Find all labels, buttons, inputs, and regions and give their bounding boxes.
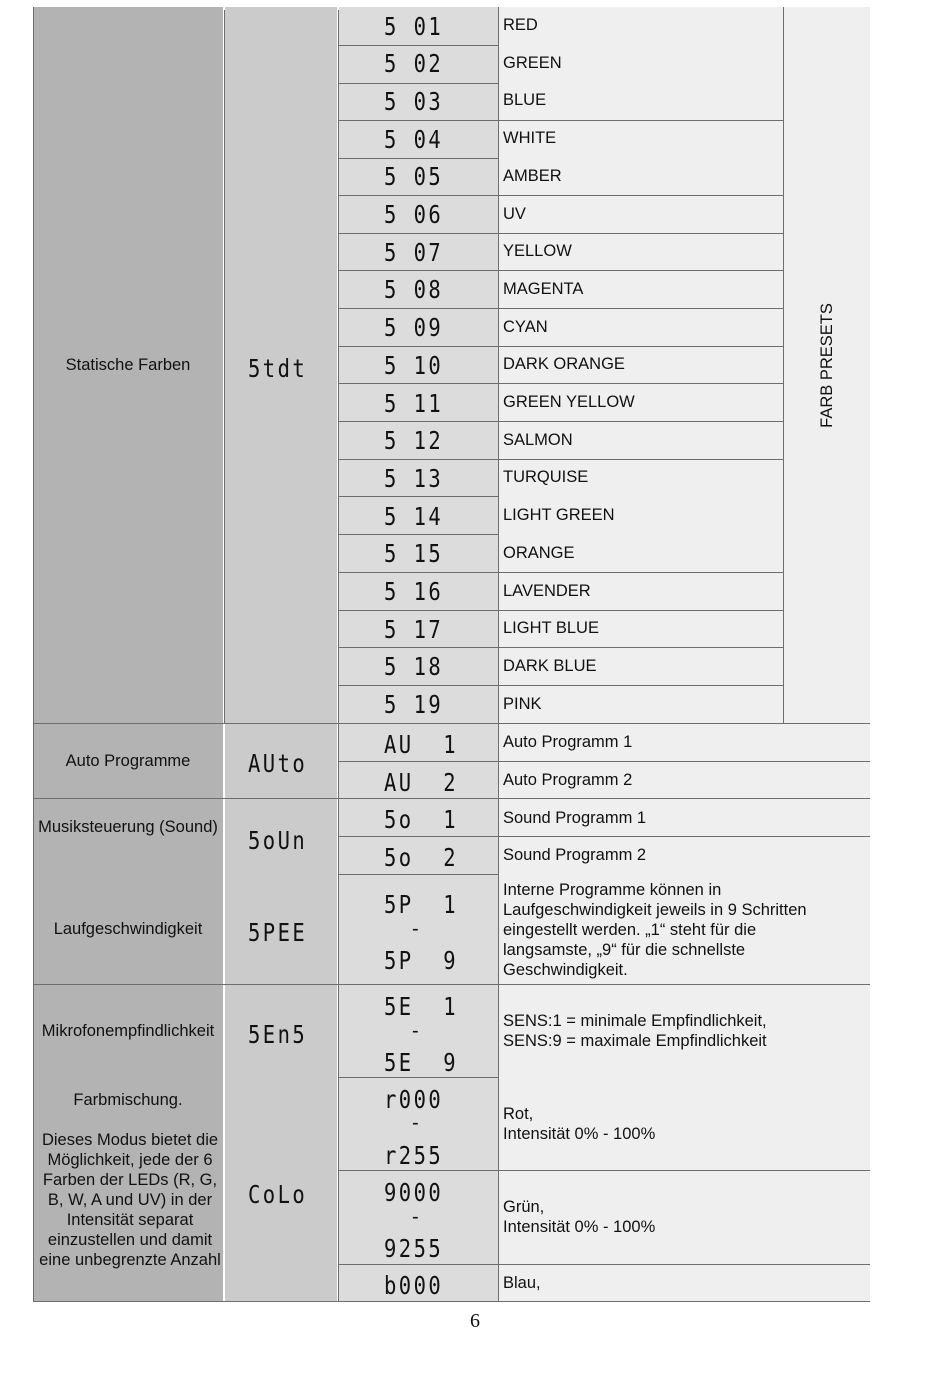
red-range-dash: - xyxy=(412,1112,419,1134)
static-color-name: LAVENDER xyxy=(503,581,591,600)
static-color-code: 5 11 xyxy=(384,388,444,418)
static-color-name: YELLOW xyxy=(503,242,572,261)
static-color-code: 5 08 xyxy=(384,275,444,305)
speed-range-dash: - xyxy=(412,918,419,940)
static-color-name: UV xyxy=(503,204,526,223)
red-code-from: r000 xyxy=(384,1084,444,1114)
static-color-name: LIGHT BLUE xyxy=(503,619,599,638)
static-color-code: 5 12 xyxy=(384,426,444,456)
static-color-name: BLUE xyxy=(503,91,547,110)
static-color-name: CYAN xyxy=(503,317,548,336)
color-mix-title: Farbmischung. xyxy=(73,1091,183,1109)
static-color-name: AMBER xyxy=(503,166,562,185)
static-color-code: 5 13 xyxy=(384,463,444,493)
mode-column xyxy=(225,7,338,1302)
static-color-name: WHITE xyxy=(503,129,557,148)
auto-desc-1: Auto Programm 1 xyxy=(503,733,633,751)
static-color-code: 5 18 xyxy=(384,652,444,682)
static-color-code: 5 07 xyxy=(384,237,444,267)
green-code-to: 9255 xyxy=(384,1233,444,1263)
green-code-from: 9000 xyxy=(384,1177,444,1207)
sound-code-1: 5o 1 xyxy=(384,804,459,834)
static-color-code: 5 03 xyxy=(384,86,444,116)
static-color-code: 5 15 xyxy=(384,539,444,569)
static-color-name: SALMON xyxy=(503,430,573,449)
static-color-code: 5 16 xyxy=(384,577,444,606)
static-color-code: 5 06 xyxy=(384,200,444,229)
static-color-code: 5 05 xyxy=(384,162,444,192)
sound-desc-1: Sound Programm 1 xyxy=(503,809,647,827)
static-color-code: 5 19 xyxy=(384,690,444,720)
green-range-dash: - xyxy=(412,1206,419,1228)
static-colors-label: Statische Farben xyxy=(65,356,191,374)
static-color-name: RED xyxy=(503,16,538,34)
green-desc-line-1: Grün, xyxy=(503,1198,545,1216)
blue-desc: Blau, xyxy=(503,1274,541,1292)
farb-presets-group-label: FARB PRESETS xyxy=(817,303,836,428)
auto-desc-2: Auto Programm 2 xyxy=(503,771,633,789)
static-color-name: TURQUISE xyxy=(503,468,589,487)
color-mix-description: Dieses Modus bietet die Möglichkeit, jede der 6 Farben der LEDs (R, G, B, W, A und UV) in der Intensität separat einzustellen und damit eine unbegrenzte Anzahl xyxy=(39,1131,221,1269)
mic-sensitivity-label: Mikrofonempfindlichkeit xyxy=(41,1022,215,1040)
speed-label: Laufgeschwindigkeit xyxy=(53,920,203,938)
static-colors-mode-code: 5tdt xyxy=(248,353,308,383)
static-color-code: 5 17 xyxy=(384,614,444,644)
static-color-name: LIGHT GREEN xyxy=(503,506,615,525)
static-color-code: 5 02 xyxy=(384,49,444,79)
speed-code-to: 5P 9 xyxy=(384,945,459,975)
auto-mode-code: AUto xyxy=(248,748,308,778)
static-color-name: MAGENTA xyxy=(503,279,584,298)
red-desc-line-1: Rot, xyxy=(503,1105,534,1123)
sens-code-from: 5E 1 xyxy=(384,991,459,1021)
speed-mode-code: 5PEE xyxy=(248,917,308,947)
auto-code-2: AU 2 xyxy=(384,767,459,797)
sound-mode-code: 5oUn xyxy=(248,825,308,855)
sens-range-dash: - xyxy=(412,1020,419,1042)
static-color-name: GREEN xyxy=(503,53,562,72)
red-desc-line-2: Intensität 0% - 100% xyxy=(503,1125,656,1143)
red-code-to: r255 xyxy=(384,1140,444,1170)
color-mix-mode-code: CoLo xyxy=(248,1179,308,1209)
sens-mode-code: 5En5 xyxy=(248,1019,308,1049)
static-color-name: DARK BLUE xyxy=(503,656,597,675)
auto-code-1: AU 1 xyxy=(384,729,459,759)
static-color-name: ORANGE xyxy=(503,543,575,562)
green-desc-line-2: Intensität 0% - 100% xyxy=(503,1218,656,1236)
sens-desc-line-1: SENS:1 = minimale Empfindlichkeit, xyxy=(503,1012,767,1030)
static-color-code: 5 14 xyxy=(384,501,444,531)
auto-programs-label: Auto Programme xyxy=(65,752,191,770)
sound-desc-2: Sound Programm 2 xyxy=(503,846,647,864)
static-color-name: PINK xyxy=(503,694,542,713)
sound-code-2: 5o 2 xyxy=(384,842,459,872)
sens-desc-line-2: SENS:9 = maximale Empfindlichkeit xyxy=(503,1032,767,1050)
static-color-code: 5 10 xyxy=(384,350,444,380)
static-color-code: 5 09 xyxy=(384,313,444,343)
static-color-name: DARK ORANGE xyxy=(503,355,625,374)
speed-code-from: 5P 1 xyxy=(384,889,459,919)
sound-label: Musiksteuerung (Sound) xyxy=(38,818,218,836)
static-color-code: 5 04 xyxy=(384,124,444,154)
blue-code: b000 xyxy=(384,1270,444,1300)
sens-code-to: 5E 9 xyxy=(384,1047,459,1077)
static-color-name: GREEN YELLOW xyxy=(503,393,635,411)
static-color-code: 5 01 xyxy=(384,11,444,41)
speed-desc: Interne Programme können in Laufgeschwindigkeit jeweils in 9 Schritten eingestellt werden. „1“ steht für die langsamste, „9“ für die schnellste Geschwindigkeit. xyxy=(503,881,807,979)
page-number: 6 xyxy=(470,1310,480,1332)
